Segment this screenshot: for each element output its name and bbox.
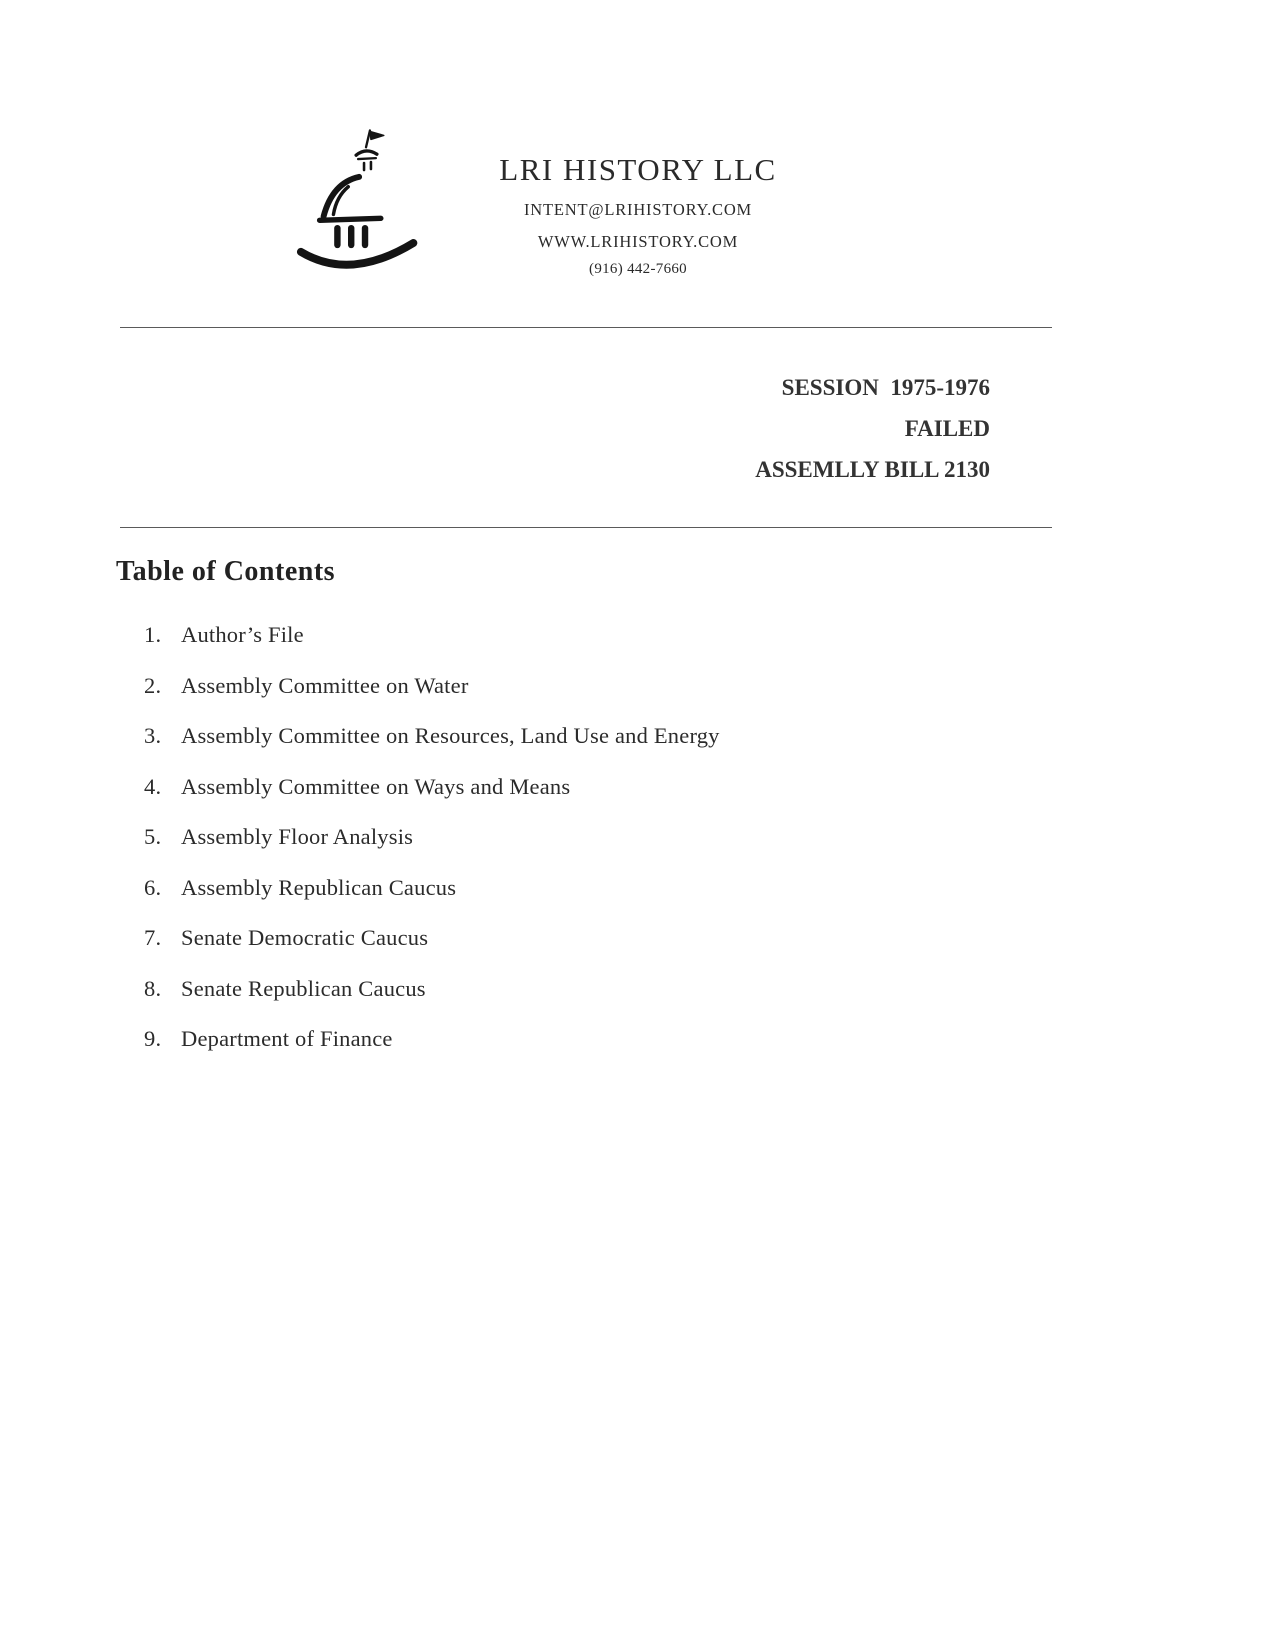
toc-item-number: 1. (144, 622, 162, 647)
toc-item-number: 7. (144, 925, 162, 950)
toc-item-label: Assembly Committee on Water (181, 672, 469, 698)
session-bill: ASSEMLLY BILL 2130 (755, 457, 990, 482)
toc-item-label: Assembly Floor Analysis (181, 824, 414, 849)
toc-item-number: 4. (144, 773, 162, 799)
toc-item (144, 774, 720, 800)
letterhead-text (473, 122, 803, 278)
toc-item (144, 925, 720, 951)
company-name: LRI HISTORY LLC (499, 152, 777, 187)
toc-item-label: Assembly Committee on Resources, Land Use and Energy (181, 723, 720, 748)
toc-item (144, 976, 720, 1002)
toc-title: Table of Contents (116, 556, 336, 587)
toc-item-number: 6. (144, 874, 162, 900)
divider-top (120, 327, 1052, 328)
toc-item-label: Author’s File (181, 622, 304, 647)
toc-item-number: 3. (144, 723, 162, 748)
toc-item-label: Department of Finance (181, 1026, 393, 1051)
toc-list (144, 622, 720, 1077)
toc-item-number: 5. (144, 824, 162, 849)
toc-item (144, 673, 720, 699)
toc-item-label: Assembly Committee on Ways and Means (181, 773, 571, 799)
toc-item-label: Assembly Republican Caucus (181, 874, 457, 900)
toc-item-label: Senate Democratic Caucus (181, 925, 429, 950)
divider-bottom (120, 527, 1052, 528)
capitol-dome-sketch-icon (293, 122, 441, 287)
company-website: WWW.LRIHISTORY.COM (537, 232, 739, 251)
toc-item (144, 1026, 720, 1052)
letterhead (293, 122, 803, 287)
session-block (755, 367, 990, 490)
company-email: INTENT@LRIHISTORY.COM (523, 200, 753, 219)
toc-item-number: 9. (144, 1026, 162, 1051)
session-status: FAILED (904, 416, 990, 441)
toc-item (144, 723, 720, 749)
toc-item-label: Senate Republican Caucus (181, 975, 426, 1001)
session-line: SESSION 1975-1976 (781, 375, 990, 400)
toc-item-number: 8. (144, 975, 162, 1001)
toc-item (144, 622, 720, 648)
toc-item-number: 2. (144, 672, 162, 698)
company-phone: (916) 442-7660 (589, 261, 687, 277)
toc-item (144, 824, 720, 850)
toc-item (144, 875, 720, 901)
